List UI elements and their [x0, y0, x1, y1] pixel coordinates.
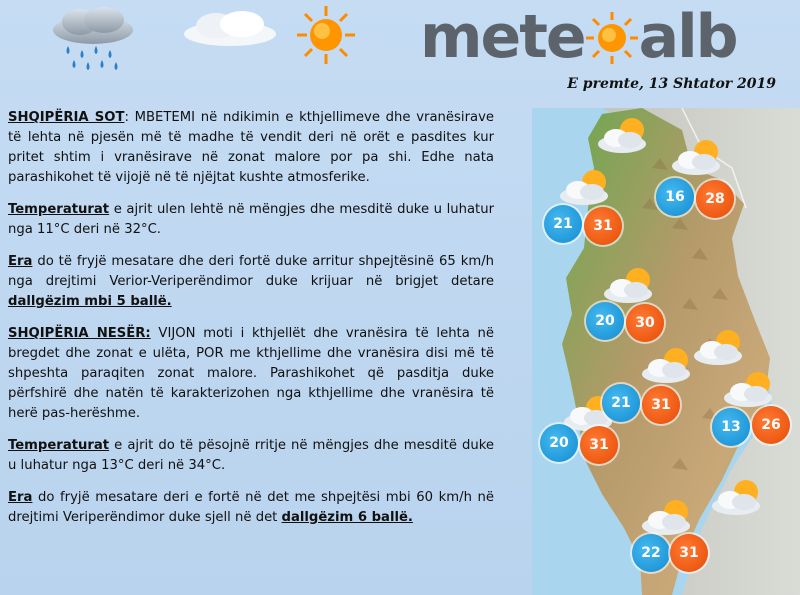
paragraph-tomorrow [8, 324, 494, 424]
heading-wind: Era [8, 254, 33, 269]
temp-max-badge: 31 [580, 426, 618, 464]
temp-min-badge: 21 [602, 384, 640, 422]
body-temperature-tomorrow: e ajrit do të pësojnë rritje në mëngjes dhe mesditë duke u luhatur nga 13°C deri në 34°C. [8, 438, 494, 473]
paragraph-temperature-today [8, 200, 494, 240]
temp-min-badge: 21 [544, 205, 582, 243]
logo-sun-icon [585, 10, 639, 64]
partly-cloudy-icon [602, 266, 664, 306]
heading-today: SHQIPËRIA SOT [8, 110, 125, 125]
partly-cloudy-icon [640, 346, 702, 386]
forecast-date: E premte, 13 Shtator 2019 [567, 76, 776, 92]
wave-warning-tomorrow: dallgëzim 6 ballë. [281, 510, 413, 525]
temp-min-badge: 13 [712, 408, 750, 446]
meteoalb-logo [420, 2, 800, 72]
body-temperature: e ajrit ulen lehtë në mëngjes dhe mesditë duke u luhatur nga 11°C deri në 32°C. [8, 202, 494, 237]
body-tomorrow: VIJON moti i kthjellët dhe vranësira të lehta në bregdet dhe zonat e ulëta, POR me kthjellime dhe vranësira disi më të shpeshta paraqiten zonat malore. Parashikohet që pasditja duke përfshirë dhe natën të karakterizohen nga kthjellime dhe vranësira të herë pas-herëshme. [8, 326, 494, 421]
temp-max-badge: 28 [696, 180, 734, 218]
temp-min-badge: 20 [540, 424, 578, 462]
partly-cloudy-icon [558, 168, 620, 208]
sun-icon [295, 4, 357, 66]
paragraph-wind-today [8, 252, 494, 312]
heading-wind-tomorrow: Era [8, 490, 33, 505]
temp-max-badge: 26 [752, 406, 790, 444]
logo-right: alb [638, 2, 737, 72]
temp-min-badge: 16 [656, 178, 694, 216]
body-wind-tomorrow: do fryjë mesatare deri e fortë në det me shpejtësi mbi 60 km/h në drejtimi Veriperëndimor duke sjell në det [8, 490, 494, 525]
heading-temperature-tomorrow: Temperaturat [8, 438, 110, 453]
partly-cloudy-icon [640, 498, 702, 538]
temp-max-badge: 31 [642, 386, 680, 424]
paragraph-today [8, 108, 494, 188]
temp-min-badge: 20 [586, 302, 624, 340]
logo-left: mete [420, 2, 585, 72]
temp-max-badge: 31 [584, 207, 622, 245]
albania-map [532, 108, 800, 595]
forecast-text [8, 108, 494, 540]
temp-max-badge: 30 [626, 304, 664, 342]
paragraph-wind-tomorrow [8, 488, 494, 528]
heading-temperature: Temperaturat [8, 202, 110, 217]
temp-min-badge: 22 [632, 534, 670, 572]
partly-cloudy-icon [710, 478, 772, 518]
header-weather-icons [0, 0, 420, 80]
partly-cloudy-icon [670, 138, 732, 178]
cloud-icon [180, 8, 280, 48]
partly-cloudy-icon [596, 116, 658, 156]
wave-warning: dallgëzim mbi 5 ballë. [8, 294, 172, 309]
heading-tomorrow: SHQIPËRIA NESËR: [8, 326, 151, 341]
paragraph-temperature-tomorrow [8, 436, 494, 476]
body-wind: do të fryjë mesatare dhe deri fortë duke arritur shpejtësinë 65 km/h nga drejtimi Verior-Veriperëndimor duke krijuar në brigjet detare [8, 254, 494, 289]
partly-cloudy-icon [722, 370, 784, 410]
body-today: : MBETEMI në ndikimin e kthjellimeve dhe vranësirave të lehta në pjesën më të madhe të vendit deri në orët e pasdites kur pritet shtim i vranësirave në zonat malore por pa shi. Edhe nata parashikohet të vijojë në të njëjtat kushte atmosferike. [8, 110, 494, 185]
rain-cloud-icon [48, 6, 138, 76]
temp-max-badge: 31 [670, 534, 708, 572]
